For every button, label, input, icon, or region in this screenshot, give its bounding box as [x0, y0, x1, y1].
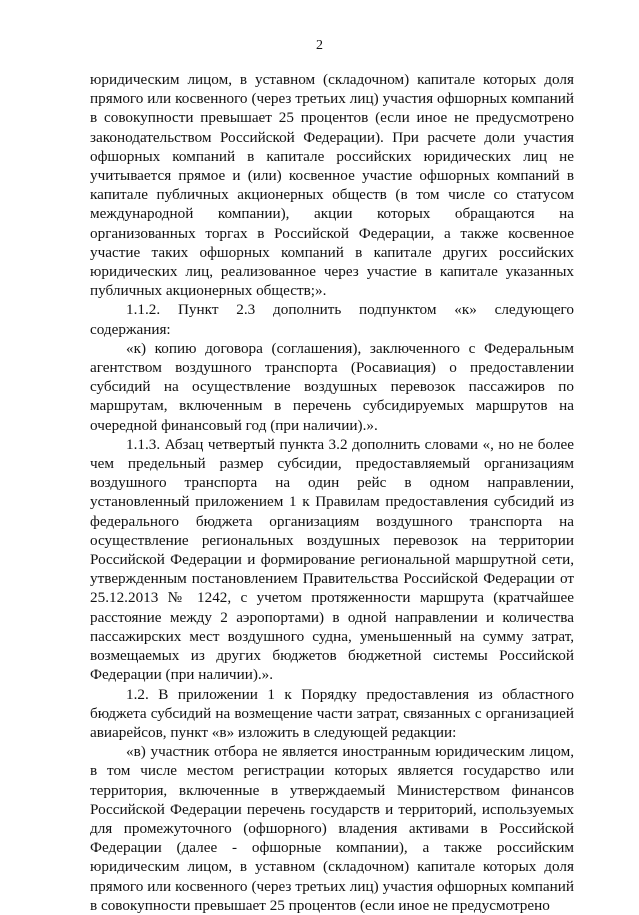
paragraph-subitem-v: «в) участник отбора не является иностранным юридическим лицом, в том числе местом регистрации которых является государство или территория, включенные в утверждаемый Министерством финансов Российской Федерации перечень государств и территорий, используемых для промежуточного (офшорного) владения активами в Российской Федерации (далее - офшорные компании), а также российским юридическим лицом, в уставном (складочном) капитале которых доля прямого или косвенного (через третьих лиц) участия офшорных компаний в совокупности превышает 25 процентов (если иное не предусмотрено [90, 743, 574, 914]
paragraph-1-1-2: 1.1.2. Пункт 2.3 дополнить подпунктом «к» следующего содержания: [90, 301, 574, 338]
paragraph-1-1-3: 1.1.3. Абзац четвертый пункта 3.2 дополнить словами «, но не более чем предельный размер субсидии, предоставляемый организациям воздушного транспорта на один рейс в одном направлении, установленный приложением 1 к Правилам предоставления субсидий из федерального бюджета организациям воздушного транспорта на осуществление региональных воздушных перевозок на территории Российской Федерации и формирование региональной маршрутной сети, утвержденным постановлением Правительства Российской Федерации от 25.12.2013 № 1242, с учетом протяженности маршрута (кратчайшее расстояние между 2 аэропортами) в одной направлении и количества пассажирских мест воздушного судна, уменьшенный на сумму затрат, возмещаемых из других бюджетов бюджетной системы Российской Федерации (при наличии).». [90, 435, 574, 684]
page-number: 2 [316, 38, 323, 53]
document-body [90, 70, 574, 915]
paragraph-subitem-k: «к) копию договора (соглашения), заключенного с Федеральным агентством воздушного транспорта (Росавиация) о предоставлении субсидий на осуществление воздушных перевозок пассажиров по маршрутам, включенным в перечень субсидируемых маршрутов на очередной финансовый год (при наличии).». [90, 339, 574, 434]
paragraph-1-2: 1.2. В приложении 1 к Порядку предоставления из областного бюджета субсидий на возмещение части затрат, связанных с организацией авиарейсов, пункт «в» изложить в следующей редакции: [90, 685, 574, 741]
paragraph-continuation: юридическим лицом, в уставном (складочном) капитале которых доля прямого или косвенного (через третьих лиц) участия офшорных компаний в совокупности превышает 25 процентов (если иное не предусмотрено законодательством Российской Федерации). При расчете доли участия офшорных компаний в капитале российских юридических лиц не учитывается прямое и (или) косвенное участие офшорных компаний в капитале публичных акционерных обществ (в том числе со статусом международной компании), акции которых обращаются на организованных торгах в Российской Федерации, а также косвенное участие таких офшорных компаний в капитале других российских юридических лиц, реализованное через участие в капитале указанных публичных акционерных обществ;». [90, 71, 574, 300]
